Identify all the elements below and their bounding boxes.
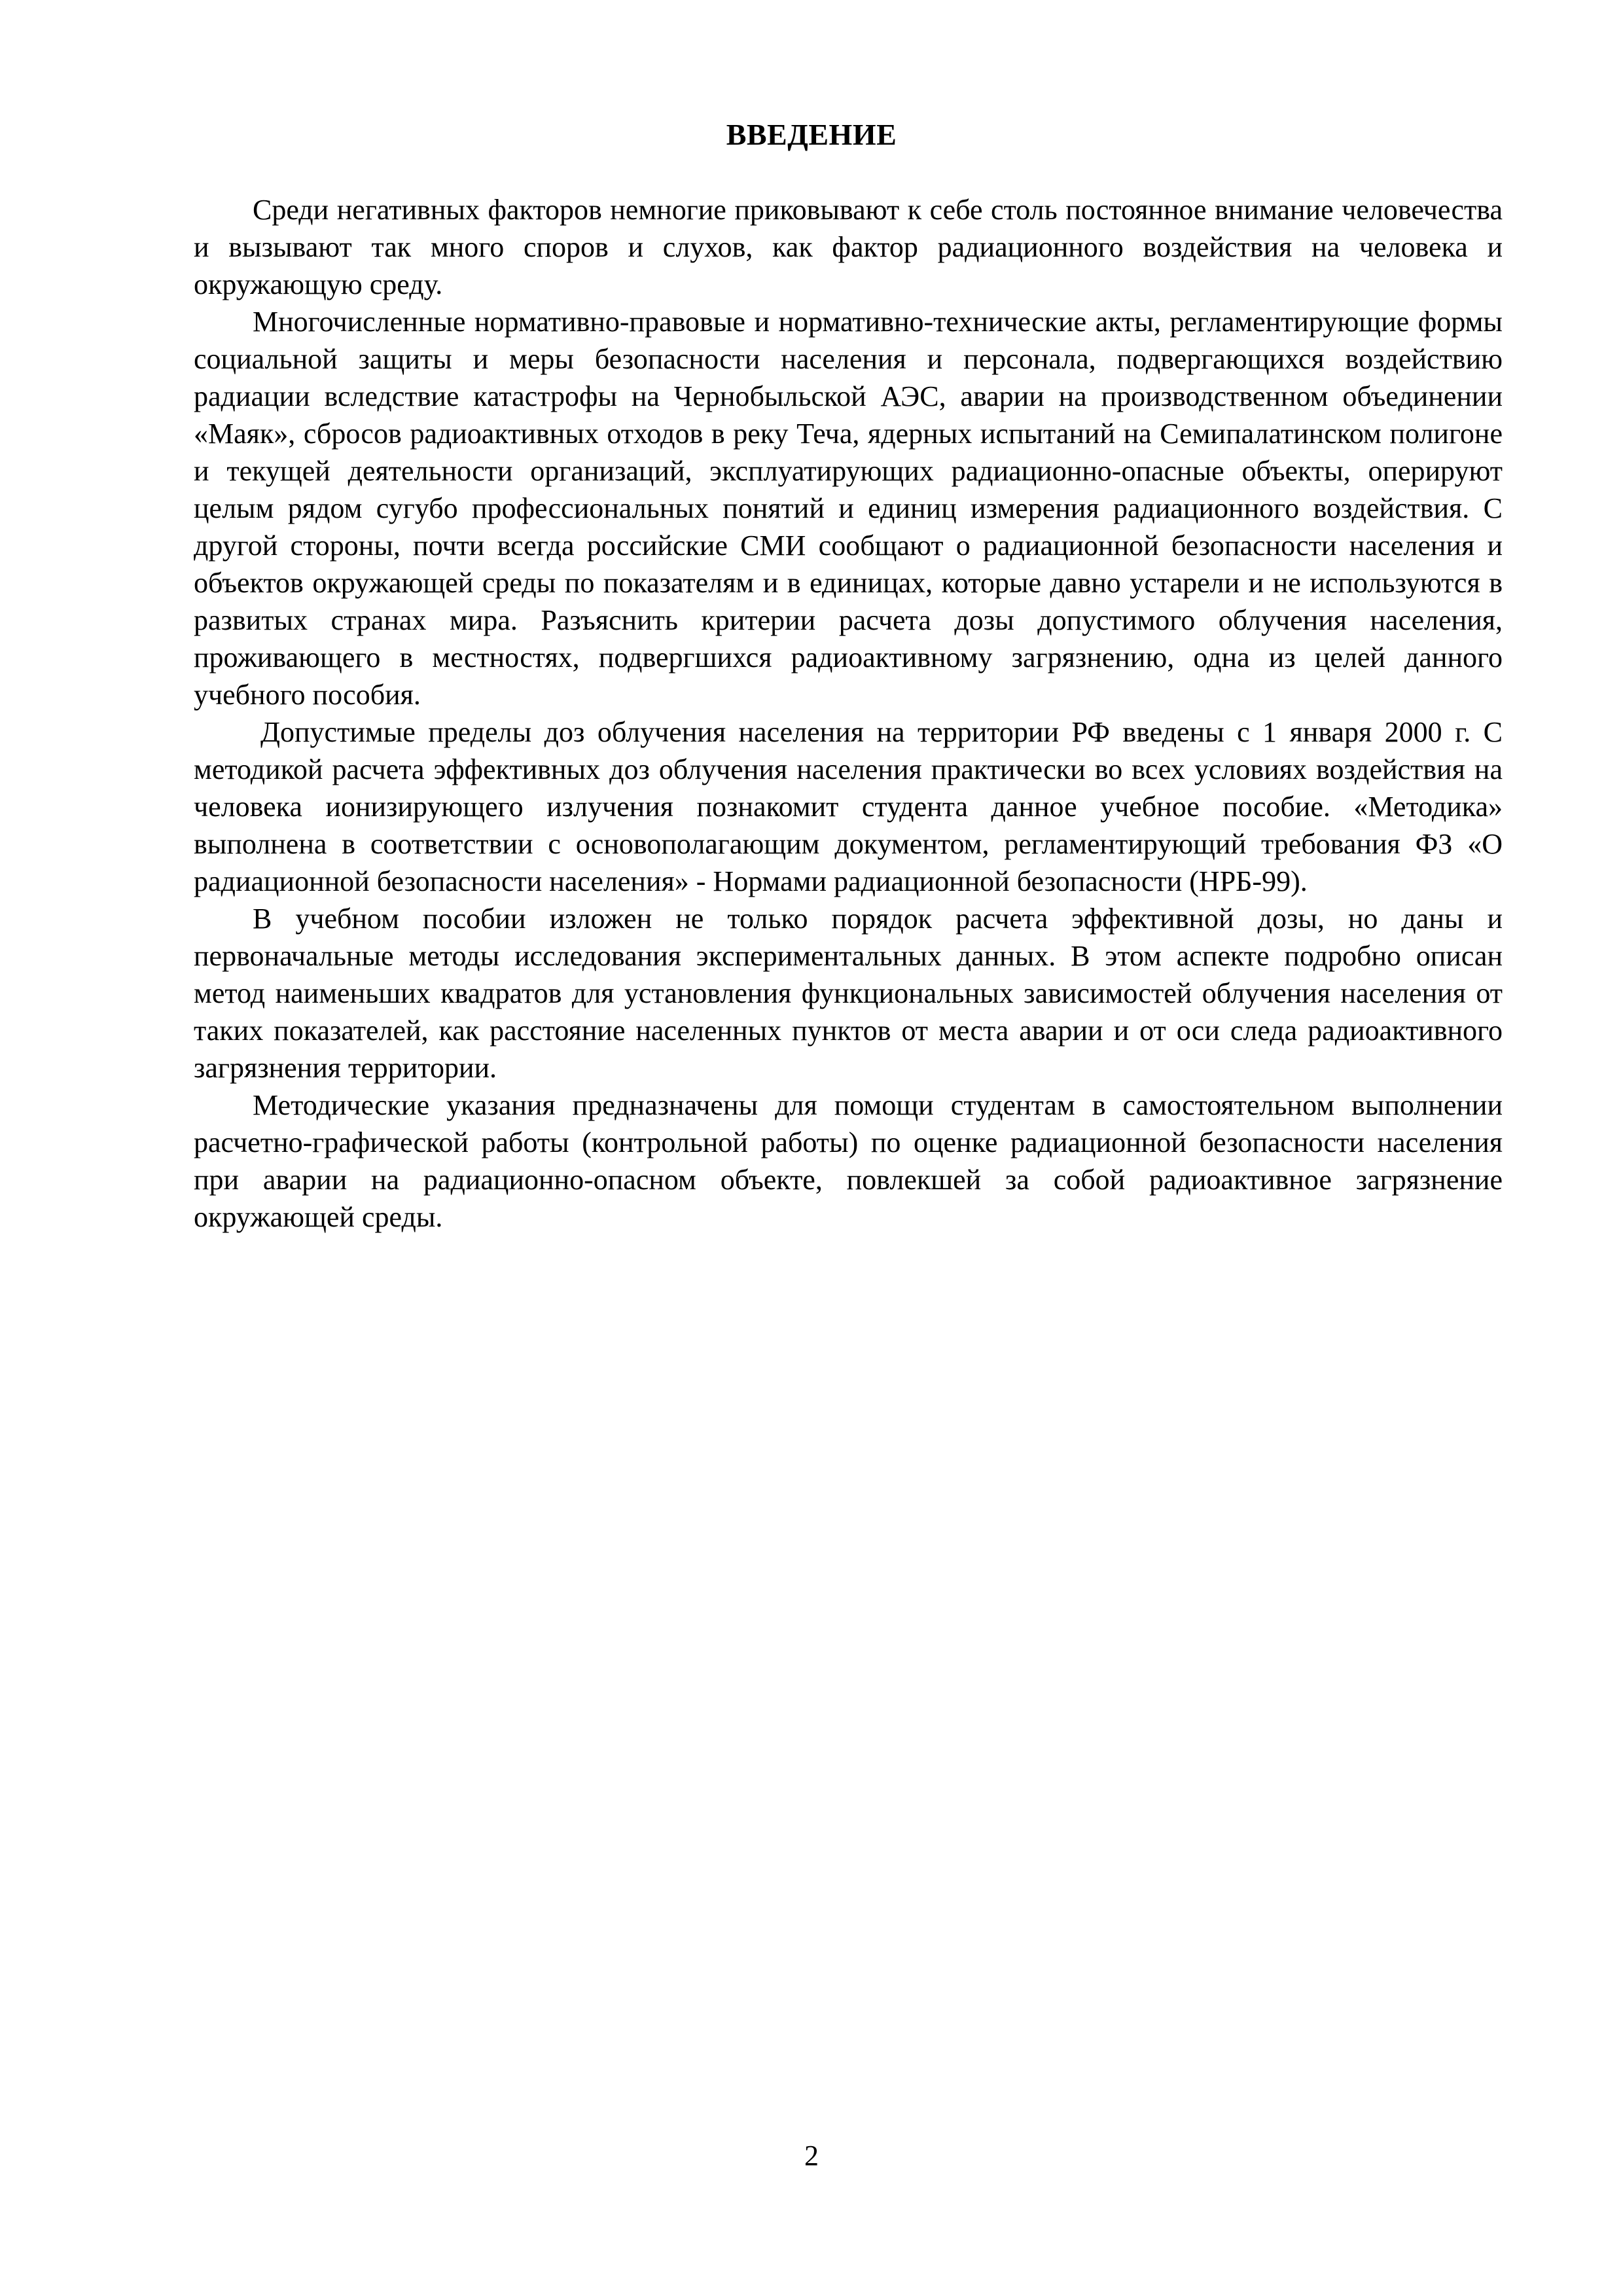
- page-title: ВВЕДЕНИЕ: [726, 118, 897, 151]
- paragraph-dose-limits: Допустимые пределы доз облучения населения на территории РФ введены с 1 января 2000 г. С методикой расчета эффективных доз облучения населения практически во всех условиях воздействия на человека ионизирующего излучения познакомит студента данное учебное пособие. «Методика» выполнена в соответствии с основополагающим документом, регламентирующий требования ФЗ «О радиационной безопасности населения» - Нормами радиационной безопасности (НРБ-99).: [194, 716, 1503, 897]
- paragraph-intro: Среди негативных факторов немногие приковывают к себе столь постоянное внимание человечества и вызывают так много споров и слухов, как фактор радиационного воздействия на человека и окружающую среду.: [194, 194, 1503, 300]
- paragraph-methods: В учебном пособии изложен не только порядок расчета эффективной дозы, но даны и первоначальные методы исследования экспериментальных данных. В этом аспекте подробно описан метод наименьших квадратов для установления функциональных зависимостей облучения населения от таких показателей, как расстояние населенных пунктов от места аварии и от оси следа радиоактивного загрязнения территории.: [194, 903, 1503, 1084]
- paragraph-regulations: Многочисленные нормативно-правовые и нормативно-технические акты, регламентирующие формы социальной защиты и меры безопасности населения и персонала, подвергающихся воздействию радиации вследствие катастрофы на Чернобыльской АЭС, аварии на производственном объединении «Маяк», сбросов радиоактивных отходов в реку Теча, ядерных испытаний на Семипалатинском полигоне и текущей деятельности организаций, эксплуатирующих радиационно-опасные объекты, оперируют целым рядом сугубо профессиональных понятий и единиц измерения радиационного воздействия. С другой стороны, почти всегда российские СМИ сообщают о радиационной безопасности населения и объектов окружающей среды по показателям и в единицах, которые давно устарели и не используются в развитых странах мира. Разъяснить критерии расчета дозы допустимого облучения населения, проживающего в местностях, подвергшихся радиоактивному загрязнению, одна из целей данного учебного пособия.: [194, 306, 1503, 711]
- body-text: [194, 191, 1503, 1236]
- page-number: 2: [804, 2140, 819, 2172]
- paragraph-purpose: Методические указания предназначены для помощи студентам в самостоятельном выполнении расчетно-графической работы (контрольной работы) по оценке радиационной безопасности населения при аварии на радиационно-опасном объекте, повлекшей за собой радиоактивное загрязнение окружающей среды.: [194, 1089, 1503, 1233]
